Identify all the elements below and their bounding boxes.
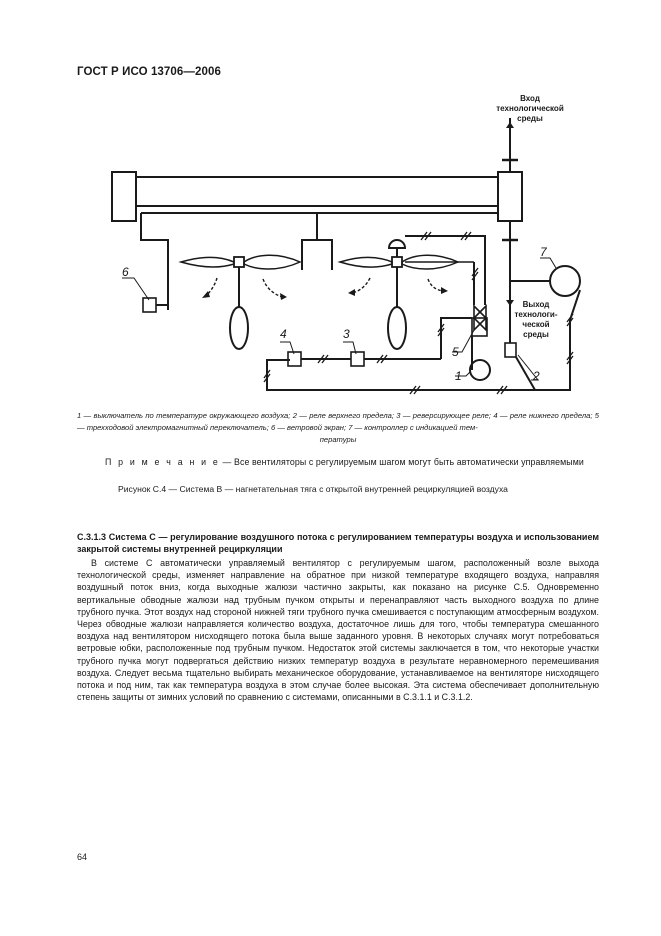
outlet-label <box>514 300 557 339</box>
header-box-left <box>112 172 136 221</box>
svg-text:Выход: Выход <box>522 300 550 309</box>
svg-text:ческой: ческой <box>522 320 550 329</box>
svg-text:Вход: Вход <box>520 94 540 103</box>
header-box-right <box>498 172 522 221</box>
callout-2: 2 <box>533 369 540 383</box>
note-text: — Все вентиляторы с регулируемым шагом могут быть автоматически управляемыми <box>220 457 584 467</box>
callout-6: 6 <box>122 265 129 279</box>
document-header: ГОСТ Р ИСО 13706—2006 <box>77 66 222 78</box>
schematic-figure <box>0 0 661 410</box>
svg-text:среды: среды <box>517 114 543 123</box>
legend-text: 1 — выключатель по температуре окружающего воздуха; 2 — реле верхнего предела; 3 — реверсирующее реле; 4 — реле нижнего предела; 5 — трехходовой электромагнитный переключатель; 6 — ветровой экран; 7 — контроллер с индикацией тем- <box>77 411 599 432</box>
section-body <box>77 557 599 703</box>
inlet-label <box>496 94 564 123</box>
callout-5: 5 <box>452 345 459 359</box>
callout-1: 1 <box>455 369 462 383</box>
callout-3: 3 <box>343 327 350 341</box>
callout-4: 4 <box>280 327 287 341</box>
legend-tail: пературы <box>319 435 357 444</box>
section-heading: С.3.1.3 Система С — регулирование воздушного потока с регулированием температуры воздуха и использованием закрытой системы внутренней рециркуляции <box>77 532 599 554</box>
callout-7: 7 <box>540 245 547 259</box>
svg-text:технологической: технологической <box>496 104 564 113</box>
figure-note <box>105 457 625 467</box>
note-prefix: П р и м е ч а н и е <box>105 457 221 467</box>
figure-legend <box>77 410 599 446</box>
page-number: 64 <box>77 852 88 862</box>
figure-caption: Рисунок С.4 — Система В — нагнетательная тяга с открытой внутренней рециркуляцией воздуха <box>118 484 508 494</box>
body-paragraph: В системе С автоматически управляемый вентилятор с регулируемым шагом, расположенный возле выхода технологической среды, изменяет направление на обратное при низкой температуре входящего воздуха, направляя воздушный поток вниз, когда выходные жалюзи частично закрыты, как показано на рисунке С.5. Одновременно вертикальные обводные жалюзи над трубным пучком открыты и перенаправляют часть выходного воздуха по длине трубного пучка. Этот воздух над стороной нижней тяги трубного пучка смешивается с поступающим атмосферным воздухом. Через обводные жалюзи направляется количество воздуха, достаточное лишь для того, чтобы температура смешанного воздуха над вентилятором нисходящего потока была выше заданного уровня. В некоторых случаях могут потребоваться ветровые юбки, расположенные под трубным пучком. Недостаток этой системы заключается в том, что некоторые участки трубного пучка могут подвергаться действию низких температур воздуха в результате неравномерного перемешивания воздуха. Следует весьма тщательно выбирать механическое оборудование, устанавливаемое на вентиляторе нисходящего потока и под ним, так как температура воздуха в этом случае более высокая. Эта система обеспечивает дополнительную степень защиты от зимних условий по сравнению с системами, описанными в С.3.1.1 и С.3.1.2. <box>77 558 599 703</box>
svg-text:технологи-: технологи- <box>514 310 558 319</box>
svg-text:среды: среды <box>523 330 549 339</box>
